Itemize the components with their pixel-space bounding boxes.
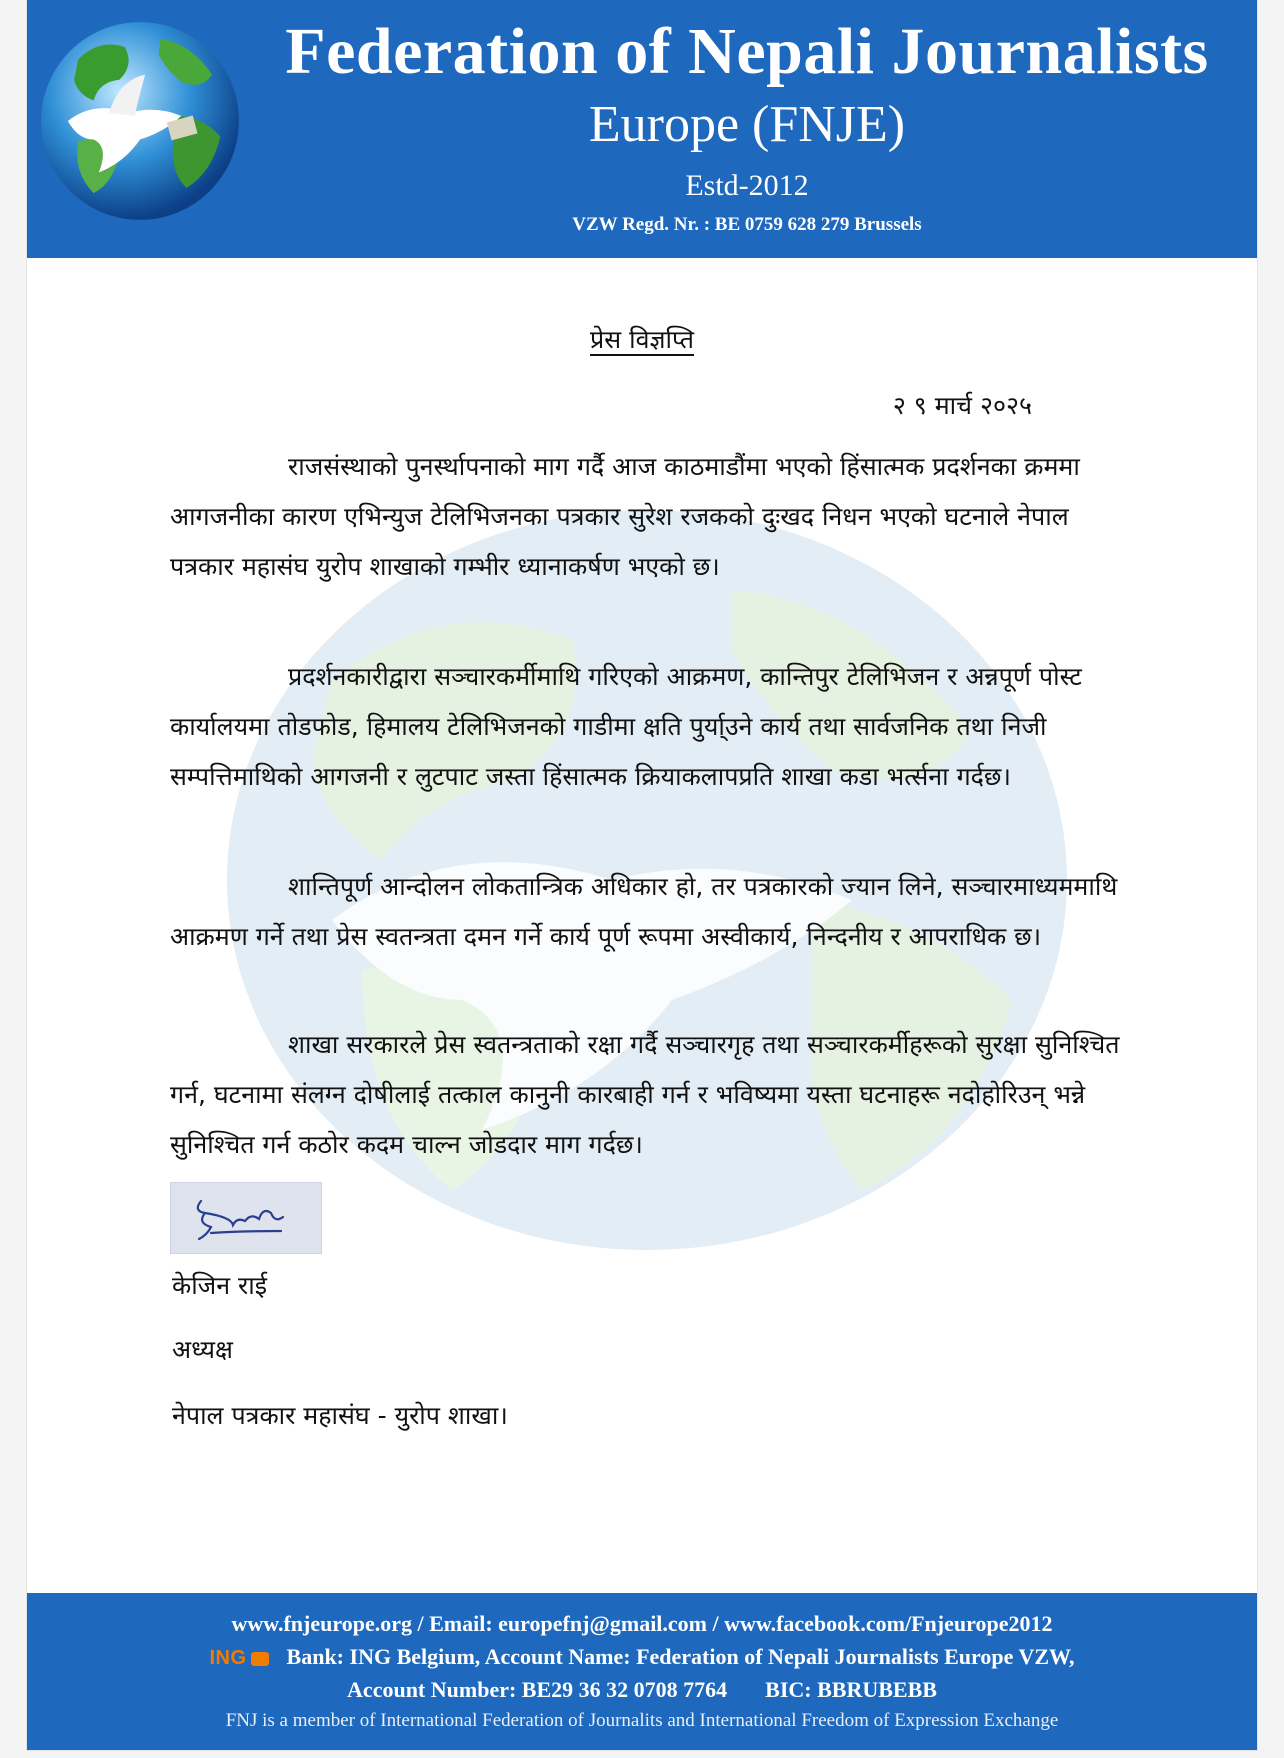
organization-subtitle: Europe (FNJE): [588, 96, 906, 153]
footer-bank-row: [27, 1644, 1257, 1670]
document-date: २ ९ मार्च २०२५: [892, 391, 1032, 420]
footer-membership-line: FNJ is a member of International Federation of Journalits and International Freedom of Expression Exchange: [225, 1710, 1059, 1731]
established-year: Estd-2012: [685, 169, 809, 202]
paragraph-1: राजसंस्थाको पुनर्स्थापनाको माग गर्दै आज काठमाडौंमा भएको हिंसात्मक प्रदर्शनका क्रममा आगजनीका कारण एभिन्युज टेलिभिजनका पत्रकार सुरेश रजकको दुःखद निधन भएको घटनाले नेपाल पत्रकार महासंघ युरोप शाखाको गम्भीर ध्यानाकर्षण भएको छ।: [170, 452, 1080, 581]
ing-logo-text: ING: [209, 1647, 247, 1669]
signer-name: केजिन राई: [172, 1271, 268, 1300]
footer-bank-line: Bank: ING Belgium, Account Name: Federation of Nepali Journalists Europe VZW,: [286, 1644, 1075, 1669]
document-title: [27, 322, 1257, 358]
signer-organization: नेपाल पत्रकार महासंघ - युरोप शाखा।: [172, 1401, 508, 1430]
paragraph-4: शाखा सरकारले प्रेस स्वतन्त्रताको रक्षा गर्दै सञ्चारगृह तथा सञ्चारकर्मीहरूको सुरक्षा सुनिश्चित गर्न, घटनामा संलग्न दोषीलाई तत्काल कानुनी कारबाही गर्न र भविष्यमा यस्ता घटनाहरू नदोहोरिउन् भन्ने सुनिश्चित गर्न कठोर कदम चाल्न जोडदार माग गर्दछ।: [170, 1030, 1120, 1159]
signer-title: अध्यक्ष: [172, 1335, 233, 1364]
registration-number: VZW Regd. Nr. : BE 0759 628 279 Brussels: [572, 214, 922, 235]
ing-lion-icon: [251, 1652, 269, 1666]
letterhead-header: [27, 0, 1257, 258]
letter-page: [27, 0, 1257, 1750]
organization-name: Federation of Nepali Journalists: [285, 15, 1209, 88]
signature-scribble: [171, 1183, 321, 1253]
signature-image: [170, 1182, 322, 1254]
document-title-text: प्रेस विज्ञप्ति: [590, 325, 694, 354]
bic-code: BIC: BBRUBEBB: [765, 1677, 937, 1702]
footer-contact-line: www.fnjeurope.org / Email: europefnj@gmail.com / www.facebook.com/Fnjeurope2012: [231, 1611, 1053, 1636]
globe-dove-logo-icon: [37, 18, 243, 224]
letterhead-footer: [27, 1593, 1257, 1750]
footer-account-row: [27, 1677, 1257, 1703]
paragraph-2: प्रदर्शनकारीद्वारा सञ्चारकर्मीमाथि गरिएको आक्रमण, कान्तिपुर टेलिभिजन र अन्नपूर्ण पोस्ट कार्यालयमा तोडफोड, हिमालय टेलिभिजनको गाडीमा क्षति पुर्या्उने कार्य तथा सार्वजनिक तथा निजी सम्पत्तिमाथिको आगजनी र लुटपाट जस्ता हिंसात्मक क्रियाकलापप्रति शाखा कडा भर्त्सना गर्दछ।: [170, 662, 1082, 791]
paragraph-3: शान्तिपूर्ण आन्दोलन लोकतान्त्रिक अधिकार हो, तर पत्रकारको ज्यान लिने, सञ्चारमाध्यममाथि आक्रमण गर्ने तथा प्रेस स्वतन्त्रता दमन गर्ने कार्य पूर्ण रूपमा अस्वीकार्य, निन्दनीय र आपराधिक छ।: [170, 872, 1118, 951]
account-number: Account Number: BE29 36 32 0708 7764: [347, 1677, 728, 1702]
ing-bank-logo: [209, 1647, 268, 1670]
